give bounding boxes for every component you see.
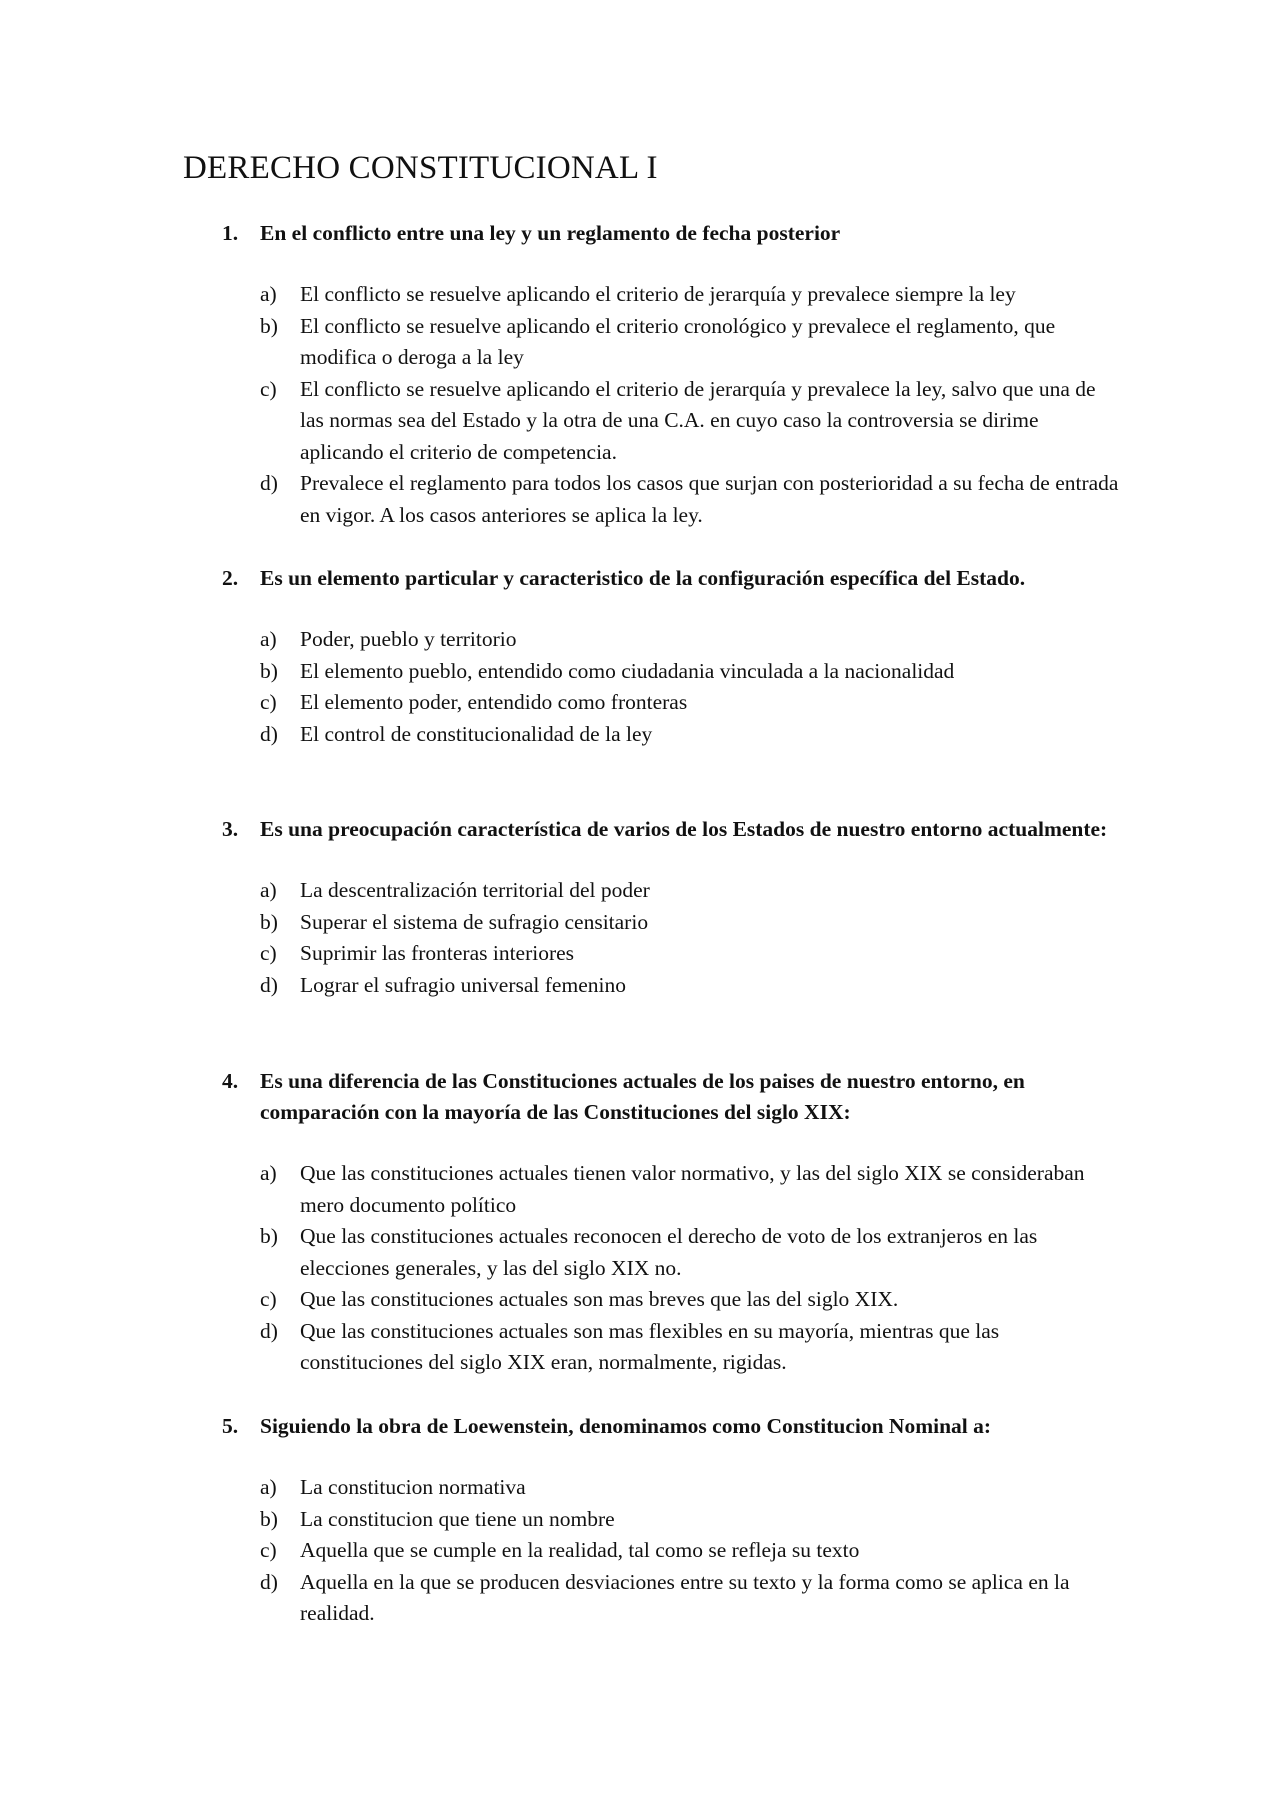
answer-option — [222, 1284, 1122, 1316]
option-letter: c) — [260, 376, 277, 401]
option-letter: b) — [260, 1224, 278, 1248]
option-text: Prevalece el reglamento para todos los casos que surjan con posterioridad a su fecha de entrada en vigor. A los casos anteriores se aplica la ley. — [300, 471, 1119, 527]
answer-option — [222, 1221, 1122, 1284]
answer-option — [222, 687, 1122, 719]
question-heading — [222, 814, 1122, 845]
question-4 — [222, 1066, 1122, 1379]
option-text: Que las constituciones actuales tienen valor normativo, y las del siglo XIX se consideraban mero documento político — [300, 1161, 1085, 1217]
option-text: La constitucion normativa — [300, 1475, 526, 1499]
question-text: Es un elemento particular y caracteristico de la configuración específica del Estado. — [260, 566, 1026, 590]
option-letter: a) — [260, 1475, 277, 1499]
answer-option — [222, 1567, 1122, 1630]
question-text: En el conflicto entre una ley y un reglamento de fecha posterior — [260, 221, 841, 245]
option-text: El conflicto se resuelve aplicando el criterio de jerarquía y prevalece siempre la ley — [300, 282, 1016, 306]
option-letter: a) — [260, 1161, 277, 1185]
answer-options — [222, 279, 1122, 531]
option-text: Que las constituciones actuales son mas breves que las del siglo XIX. — [300, 1287, 899, 1311]
option-text: Lograr el sufragio universal femenino — [300, 972, 626, 997]
question-text: Es una diferencia de las Constituciones actuales de los paises de nuestro entorno, en comparación con la mayoría de las Constituciones del siglo XIX: — [260, 1069, 1025, 1124]
question-1 — [222, 218, 1122, 531]
document-title: DERECHO CONSTITUCIONAL I — [183, 150, 658, 186]
question-5 — [222, 1411, 1122, 1630]
question-3 — [222, 814, 1122, 1001]
answer-options — [222, 1472, 1122, 1630]
option-text: El conflicto se resuelve aplicando el criterio de jerarquía y prevalece la ley, salvo que una de las normas sea del Estado y la otra de una C.A. en cuyo caso la controversia se dirime aplicando el criterio de competencia. — [300, 376, 1096, 464]
option-letter: d) — [260, 471, 278, 495]
question-number: 4. — [222, 1069, 239, 1093]
answer-option — [222, 1535, 1122, 1567]
question-heading — [222, 563, 1122, 594]
answer-option — [222, 938, 1122, 970]
answer-option — [222, 1504, 1122, 1536]
answer-option — [222, 311, 1122, 374]
option-text: Aquella en la que se producen desviaciones entre su texto y la forma como se aplica en la realidad. — [300, 1569, 1070, 1625]
question-text: Es una preocupación característica de varios de los Estados de nuestro entorno actualmente: — [260, 817, 1108, 841]
answer-option — [222, 374, 1122, 469]
option-letter: b) — [260, 909, 278, 934]
answer-option — [222, 656, 1122, 688]
answer-option — [222, 1472, 1122, 1504]
answer-option — [222, 468, 1122, 531]
option-letter: c) — [260, 690, 277, 714]
option-text: El elemento poder, entendido como fronteras — [300, 690, 688, 714]
question-number: 2. — [222, 566, 239, 590]
option-text: Aquella que se cumple en la realidad, tal como se refleja su texto — [300, 1538, 860, 1562]
question-number: 1. — [222, 221, 239, 245]
question-heading — [222, 1066, 1122, 1128]
option-letter: a) — [260, 282, 277, 306]
option-letter: b) — [260, 1506, 278, 1531]
option-text: Suprimir las fronteras interiores — [300, 941, 575, 965]
option-text: Superar el sistema de sufragio censitario — [300, 909, 649, 934]
option-letter: d) — [260, 1569, 278, 1594]
answer-option — [222, 875, 1122, 907]
option-text: La constitucion que tiene un nombre — [300, 1506, 615, 1531]
option-letter: b) — [260, 658, 278, 683]
answer-option — [222, 1158, 1122, 1221]
option-letter: d) — [260, 972, 278, 997]
answer-options — [222, 1158, 1122, 1379]
question-heading — [222, 1411, 1122, 1442]
option-letter: b) — [260, 313, 278, 338]
option-letter: d) — [260, 1318, 278, 1343]
answer-option — [222, 907, 1122, 939]
option-letter: c) — [260, 1287, 277, 1311]
answer-options — [222, 624, 1122, 750]
option-text: El control de constitucionalidad de la ley — [300, 721, 653, 746]
option-letter: c) — [260, 1538, 277, 1562]
option-text: Que las constituciones actuales son mas flexibles en su mayoría, mientras que las constituciones del siglo XIX eran, normalmente, rigidas. — [300, 1318, 1000, 1374]
option-letter: a) — [260, 878, 277, 902]
question-number: 3. — [222, 817, 239, 841]
option-letter: c) — [260, 941, 277, 965]
option-text: La descentralización territorial del poder — [300, 878, 650, 902]
answer-option — [222, 279, 1122, 311]
question-text: Siguiendo la obra de Loewenstein, denominamos como Constitucion Nominal a: — [260, 1414, 992, 1438]
answer-option — [222, 1316, 1122, 1379]
question-number: 5. — [222, 1414, 239, 1438]
answer-option — [222, 719, 1122, 751]
option-text: Que las constituciones actuales reconocen el derecho de voto de los extranjeros en las elecciones generales, y las del siglo XIX no. — [300, 1224, 1038, 1280]
option-text: Poder, pueblo y territorio — [300, 627, 517, 651]
question-2 — [222, 563, 1122, 750]
question-heading — [222, 218, 1122, 249]
option-letter: d) — [260, 721, 278, 746]
option-text: El conflicto se resuelve aplicando el criterio cronológico y prevalece el reglamento, que modifica o deroga a la ley — [300, 313, 1056, 369]
option-letter: a) — [260, 627, 277, 651]
answer-option — [222, 970, 1122, 1002]
answer-option — [222, 624, 1122, 656]
answer-options — [222, 875, 1122, 1001]
option-text: El elemento pueblo, entendido como ciudadania vinculada a la nacionalidad — [300, 658, 955, 683]
